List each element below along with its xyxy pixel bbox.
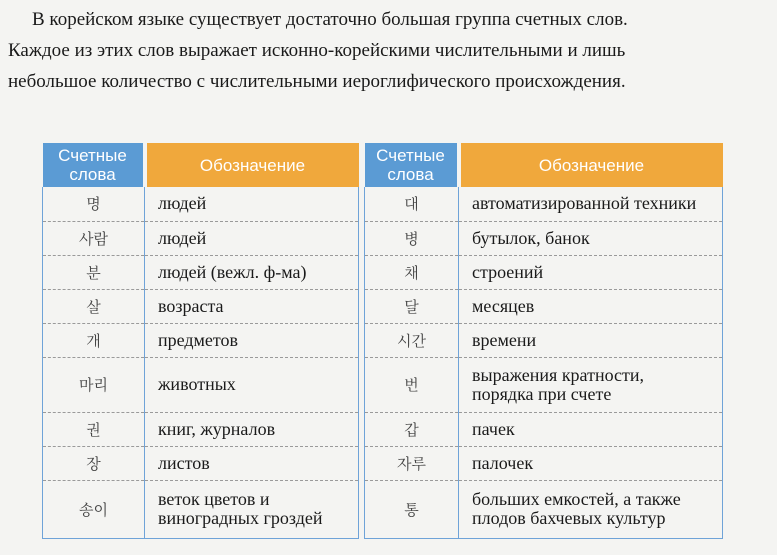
intro-line-3: небольшое количество с числительными иероглифического происхождения. [8, 71, 626, 92]
counter-meaning-line1: больших емкостей, а также [472, 489, 681, 509]
counter-meaning: палочек [459, 446, 723, 480]
counter-meaning: пачек [459, 412, 723, 446]
counter-meaning: времени [459, 323, 723, 357]
counter-word: 마리 [43, 357, 145, 412]
counter-meaning-line2: плодов бахчевых культур [472, 508, 666, 528]
intro-paragraph [8, 4, 773, 97]
table-header-row [43, 143, 359, 187]
header-counter-words-line1: Счетные [376, 146, 445, 165]
counter-word: 자루 [365, 446, 459, 480]
table-row [43, 446, 359, 480]
counter-word: 개 [43, 323, 145, 357]
counter-word: 대 [365, 187, 459, 221]
counter-meaning-line1: веток цветов и [158, 489, 270, 509]
table-row [365, 412, 723, 446]
table-row [43, 255, 359, 289]
counter-word: 병 [365, 221, 459, 255]
table-row [365, 289, 723, 323]
counter-meaning: листов [145, 446, 359, 480]
header-counter-words-line1: Счетные [58, 146, 127, 165]
counter-word: 채 [365, 255, 459, 289]
table-row [43, 187, 359, 221]
header-counter-words [365, 143, 459, 187]
counter-meaning-line2: порядка при счете [472, 383, 612, 404]
counter-meaning: предметов [145, 323, 359, 357]
counter-meaning: месяцев [459, 289, 723, 323]
header-counter-words-line2: слова [69, 165, 116, 184]
table-header-row [365, 143, 723, 187]
header-counter-words-line2: слова [387, 165, 434, 184]
table-row [43, 289, 359, 323]
table-row [365, 480, 723, 538]
counter-meaning: возраста [145, 289, 359, 323]
table-row [365, 187, 723, 221]
table-row [43, 323, 359, 357]
table-row [43, 221, 359, 255]
counter-meaning: животных [145, 357, 359, 412]
counter-meaning [459, 480, 723, 538]
counter-word: 송이 [43, 480, 145, 538]
counter-word: 통 [365, 480, 459, 538]
counter-meaning: людей (вежл. ф-ма) [145, 255, 359, 289]
counter-word: 시간 [365, 323, 459, 357]
counter-word: 살 [43, 289, 145, 323]
counter-word: 권 [43, 412, 145, 446]
counter-meaning: людей [145, 221, 359, 255]
intro-line-1: В корейском языке существует достаточно большая группа счетных слов. [32, 9, 628, 30]
counter-meaning [459, 357, 723, 412]
table-row [365, 357, 723, 412]
counters-table-left [42, 143, 359, 539]
table-row [365, 323, 723, 357]
table-row [43, 357, 359, 412]
counter-word: 달 [365, 289, 459, 323]
counter-word: 명 [43, 187, 145, 221]
counters-table-right [364, 143, 723, 539]
counter-word: 번 [365, 357, 459, 412]
table-row [43, 480, 359, 538]
counter-meaning-line1: выражения кратности, [472, 364, 645, 385]
header-meaning: Обозначение [145, 143, 359, 187]
table-row [365, 446, 723, 480]
counter-meaning-line2: виноградных гроздей [158, 508, 323, 528]
counter-meaning: бутылок, банок [459, 221, 723, 255]
header-counter-words [43, 143, 145, 187]
counter-meaning: людей [145, 187, 359, 221]
counter-word: 분 [43, 255, 145, 289]
table-row [365, 221, 723, 255]
counter-meaning: строений [459, 255, 723, 289]
intro-line-2: Каждое из этих слов выражает исконно-корейскими числительными и лишь [8, 40, 626, 61]
counter-meaning [145, 480, 359, 538]
counter-word: 장 [43, 446, 145, 480]
header-meaning: Обозначение [459, 143, 723, 187]
counter-word: 갑 [365, 412, 459, 446]
table-row [43, 412, 359, 446]
counter-word: 사람 [43, 221, 145, 255]
counter-meaning: книг, журналов [145, 412, 359, 446]
table-row [365, 255, 723, 289]
counter-meaning: автоматизированной техники [459, 187, 723, 221]
